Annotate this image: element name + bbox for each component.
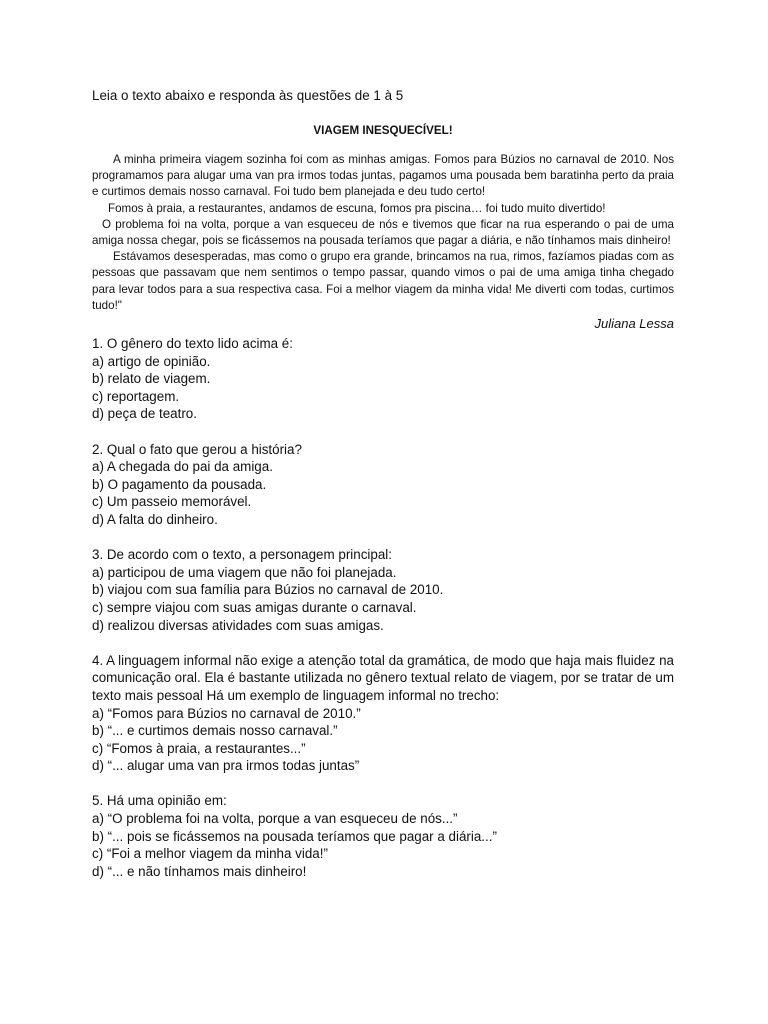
question-stem: 5. Há uma opinião em: <box>92 793 227 809</box>
instructions: Leia o texto abaixo e responda às questões de 1 à 5 <box>92 88 404 103</box>
question-1 <box>92 335 674 423</box>
question-4 <box>92 652 674 775</box>
option-d: d) A falta do dinheiro. <box>92 511 218 527</box>
option-d: d) realizou diversas atividades com suas amigas. <box>92 617 384 633</box>
story-title: VIAGEM INESQUECÍVEL! <box>313 124 453 137</box>
question-stem: 3. De acordo com o texto, a personagem principal: <box>92 547 392 563</box>
option-a: a) artigo de opinião. <box>92 353 211 369</box>
story-author: Juliana Lessa <box>594 316 674 332</box>
story-paragraph: A minha primeira viagem sozinha foi com as minhas amigas. Fomos para Búzios no carnaval de 2010. Nos programamos para alugar uma van pra irmos todas juntas, pagamos uma pousada bem baratinha perto da praia e curtimos demais nosso carnaval. Foi tudo bem planejada e deu tudo certo! <box>92 153 674 199</box>
option-b: b) “... e curtimos demais nosso carnaval.” <box>92 723 338 739</box>
option-d: d) peça de teatro. <box>92 406 197 422</box>
story-paragraph: Estávamos desesperadas, mas como o grupo era grande, brincamos na rua, rimos, fazíamos piadas com as pessoas que passavam que nem sentimos o tempo passar, quando vimos o pai de uma amiga tinha chegado para levar todos para a sua respectiva casa. Foi a melhor viagem da minha vida! Me diverti com todas, curtimos tudo!" <box>92 250 674 312</box>
option-b: b) “... pois se ficássemos na pousada teríamos que pagar a diária...” <box>92 828 497 844</box>
option-d: d) “... alugar uma van pra irmos todas juntas” <box>92 758 360 774</box>
story-text <box>92 152 674 314</box>
story-paragraph: O problema foi na volta, porque a van esqueceu de nós e tivemos que ficar na rua esperando o pai de uma amiga nossa chegar, pois se ficássemos na pousada teríamos que pagar a diária, e não tínhamos mais dinheiro! <box>92 217 674 248</box>
question-stem: 1. O gênero do texto lido acima é: <box>92 336 293 352</box>
question-stem: 2. Qual o fato que gerou a história? <box>92 441 302 457</box>
option-c: c) sempre viajou com suas amigas durante o carnaval. <box>92 599 417 615</box>
option-a: a) “Fomos para Búzios no carnaval de 2010.” <box>92 705 361 721</box>
option-a: a) A chegada do pai da amiga. <box>92 459 273 475</box>
option-c: c) “Fomos à praia, a restaurantes...” <box>92 740 306 756</box>
option-c: c) Um passeio memorável. <box>92 494 252 510</box>
option-d: d) “... e não tínhamos mais dinheiro! <box>92 863 307 879</box>
question-stem: 4. A linguagem informal não exige a atenção total da gramática, de modo que haja mais fluidez na comunicação oral. Ela é bastante utilizada no gênero textual relato de viagem, por se tratar de um texto mais pessoal Há um exemplo de linguagem informal no trecho: <box>92 652 674 703</box>
question-2 <box>92 441 674 529</box>
option-a: a) “O problema foi na volta, porque a van esqueceu de nós...” <box>92 811 458 827</box>
option-c: c) “Foi a melhor viagem da minha vida!” <box>92 846 328 862</box>
story-paragraph: Fomos à praia, a restaurantes, andamos de escuna, fomos pra piscina… foi tudo muito divertido! <box>108 201 606 215</box>
option-c: c) reportagem. <box>92 388 180 404</box>
worksheet-page <box>92 86 674 898</box>
option-b: b) viajou com sua família para Búzios no carnaval de 2010. <box>92 582 444 598</box>
option-a: a) participou de uma viagem que não foi planejada. <box>92 564 397 580</box>
option-b: b) relato de viagem. <box>92 371 211 387</box>
option-b: b) O pagamento da pousada. <box>92 476 267 492</box>
question-3 <box>92 546 674 634</box>
question-5 <box>92 792 674 880</box>
